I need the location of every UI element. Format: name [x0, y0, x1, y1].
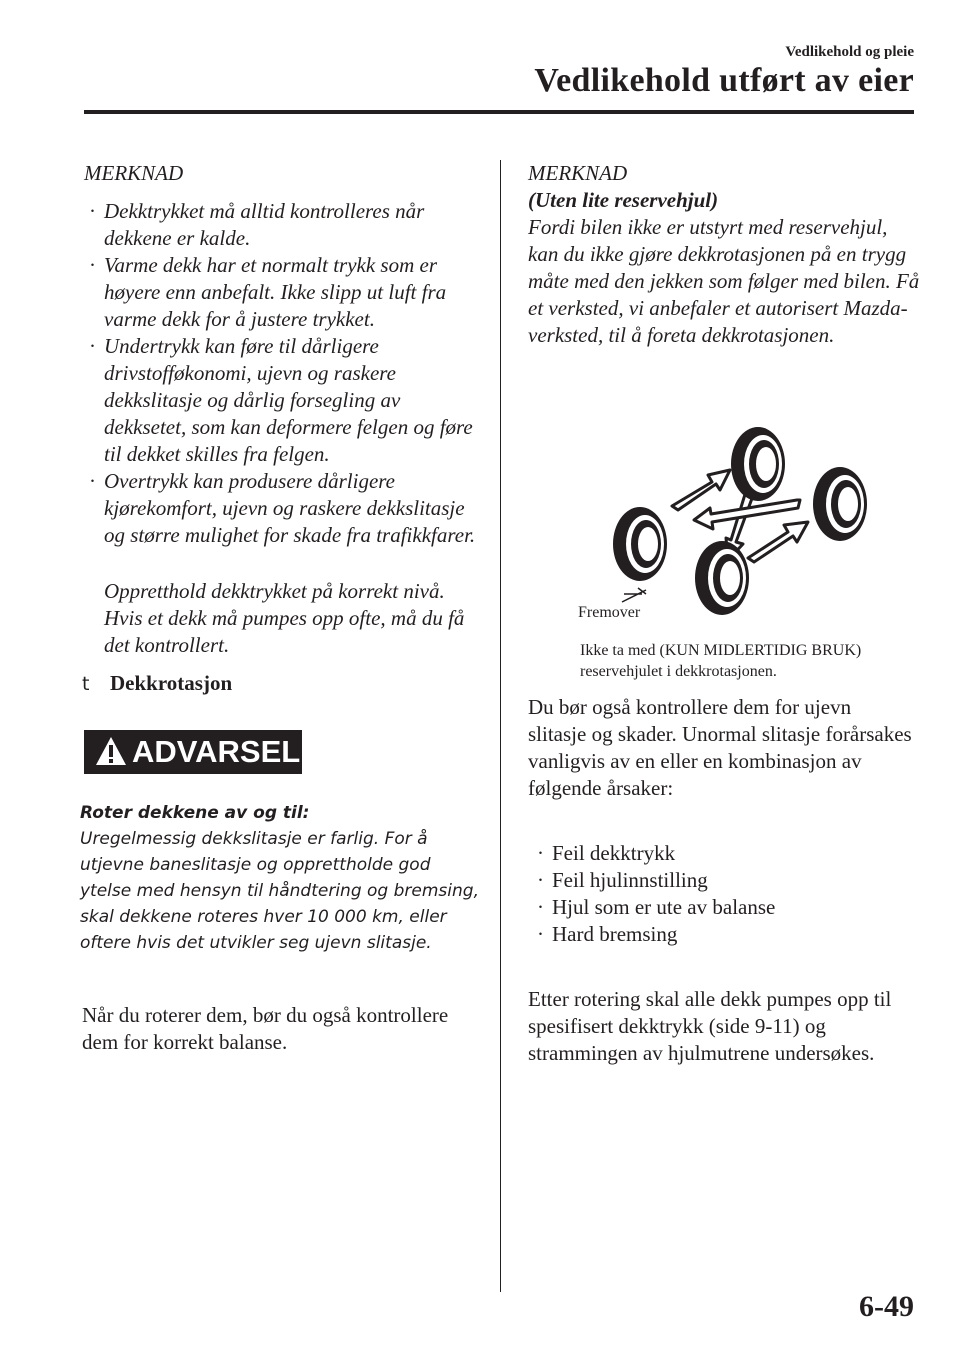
warning-heading: Roter dekkene av og til:	[80, 803, 310, 823]
causes-list	[528, 840, 908, 948]
running-header-section: Vedlikehold og pleie	[785, 44, 914, 60]
section-title: Dekkrotasjon	[110, 671, 233, 695]
warning-icon	[94, 735, 128, 767]
note-bullet-item: · Varme dekk har et normalt trykk som er høyere enn anbefalt. Ikke slipp ut luft fra varme dekk for å justere trykket.	[89, 253, 447, 331]
section-heading	[82, 671, 232, 696]
bullet-dot: ·	[89, 199, 96, 223]
note-bullet-item: · Overtrykk kan produsere dårligere kjørekomfort, ujevn og raskere dekkslitasje og større mulighet for skade fra trafikkfarer.	[89, 469, 476, 547]
note-bullet-item: · Dekktrykket må alltid kontrolleres når dekkene er kalde.	[89, 199, 425, 250]
arrow-rear-to-front	[672, 470, 730, 510]
note-subheading: (Uten lite reservehjul)	[528, 188, 719, 212]
bullet-dot: ·	[537, 841, 544, 865]
bullet-dot: ·	[537, 895, 544, 919]
note-bullet-item: · Undertrykk kan føre til dårligere drivstofføkonomi, ujevn og raskere dekkslitasje og dårlig forsegling av dekksetet, som kan deformere felgen og føre til dekket skilles fra felgen.	[89, 334, 473, 466]
closing-paragraph: Etter rotering skal alle dekk pumpes opp til spesifisert dekktrykk (side 9-11) og strammingen av hjulmutrene undersøkes.	[528, 987, 892, 1065]
warning-label: ADVARSEL	[132, 734, 301, 769]
tire-icon	[695, 541, 749, 615]
arrow-front-to-rear	[748, 522, 808, 562]
note-heading-right: MERKNAD	[528, 161, 628, 185]
page-number: 6-49	[859, 1290, 914, 1323]
warning-banner	[84, 730, 302, 774]
page-title: Vedlikehold utført av eier	[534, 62, 914, 99]
cause-item: · Feil hjulinnstilling	[537, 868, 708, 892]
note-bullet-list	[80, 198, 484, 549]
note-body-right: Fordi bilen ikke er utstyrt med reservehjul, kan du ikke gjøre dekkrotasjonen på en trygg måte med den jekken som følger med bilen. Få et verksted, vi anbefaler et autorisert Mazda-verksted, til å foreta dekkrotasjonen.	[528, 215, 920, 347]
tire-icon	[731, 427, 785, 501]
tire-icon	[813, 467, 867, 541]
note-block-right	[528, 160, 920, 349]
warning-text	[80, 800, 480, 956]
tire-icon	[613, 507, 667, 581]
bullet-dot: ·	[537, 868, 544, 892]
cause-item: · Hjul som er ute av balanse	[537, 895, 776, 919]
wear-intro: Du bør også kontrollere dem for ujevn slitasje og skader. Unormal slitasje forårsakes vanligvis av en eller en kombinasjon av følgende årsaker:	[528, 695, 912, 800]
bullet-dot: ·	[89, 469, 96, 493]
forward-label: Fremover	[578, 604, 641, 621]
forward-arrow-icon	[622, 588, 646, 602]
warning-body: Uregelmessig dekkslitasje er farlig. For å utjevne baneslitasje og opprettholde god ytelse med hensyn til håndtering og bremsing, skal dekkene roteres hver 10 000 km, eller oftere hvis det utvikler seg ujevn slitasje.	[80, 829, 479, 953]
diagram-caption: Ikke ta med (KUN MIDLERTIDIG BRUK) reservehjulet i dekkrotasjonen.	[580, 642, 862, 680]
cause-item: · Hard bremsing	[537, 922, 678, 946]
note-extra: Oppretthold dekktrykket på korrekt nivå. Hvis et dekk må pumpes opp ofte, må du få det kontrollert.	[104, 579, 465, 657]
column-divider	[500, 160, 501, 1292]
section-marker: t	[82, 673, 90, 695]
tire-rotation-diagram	[600, 418, 900, 630]
header-rule	[84, 110, 914, 114]
bullet-dot: ·	[537, 922, 544, 946]
bullet-dot: ·	[89, 253, 96, 277]
cause-item: · Feil dekktrykk	[537, 841, 676, 865]
note-heading-left: MERKNAD	[84, 161, 184, 185]
balance-paragraph: Når du roterer dem, bør du også kontrollere dem for korrekt balanse.	[82, 1003, 449, 1054]
bullet-dot: ·	[89, 334, 96, 358]
